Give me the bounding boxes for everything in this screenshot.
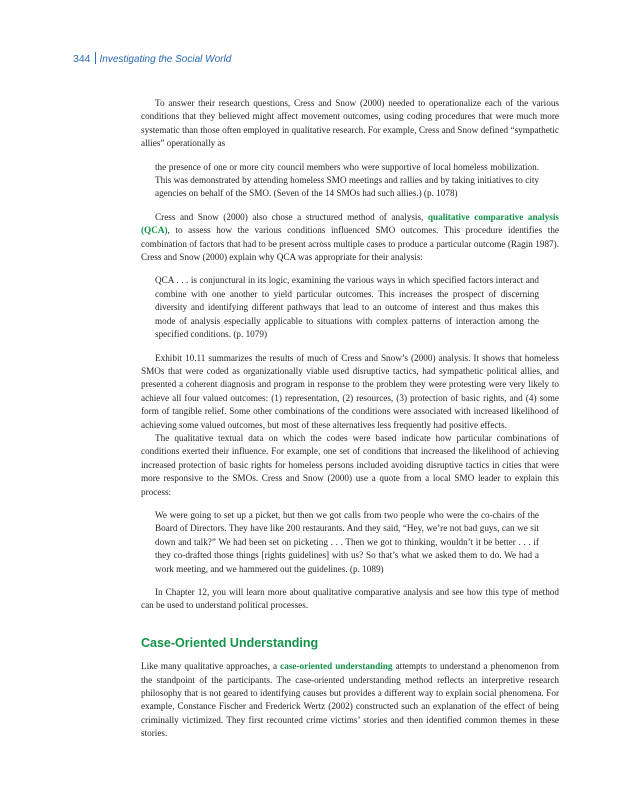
block-quote-smo-leader: We were going to set up a picket, but then we got calls from two people who were the co-chairs of the Board of Directors. They have like 200 restaurants. And they said, “Hey, we’re not bad guys, can we sit down and talk?” We had been set on picketing . . . Then we got to thinking, wouldn’t it be better . . . if they co-drafted those things [rights guidelines] with us? So that’s what we asked them to do. We had a work meeting, and we hammered out the guidelines. (p. 1089) (155, 509, 539, 574)
paragraph-textual-data: The qualitative textual data on which the codes were based indicate how particular combinations of conditions exerted their influence. For example, one set of conditions that increased the likelihood of achieving increased protection of basic rights for homeless persons included avoiding disruptive tactics in cities that were more responsive to the SMOs. Cress and Snow (2000) use a quote from a local SMO leader to explain this process: (141, 432, 559, 497)
key-term-case-oriented: case-oriented understanding (280, 661, 393, 672)
page-number: 344 (73, 53, 91, 65)
book-title: Investigating the Social World (99, 54, 232, 65)
header-divider (95, 52, 96, 64)
block-quote-allies: the presence of one or more city council members who were supportive of local homeless mobilization. This was demonstrated by attending homeless SMO meetings and rallies and by taking initiatives to city agencies on behalf of the SMO. (Seven of the 14 SMOs had such allies.) (p. 1078) (155, 161, 539, 199)
body-text (141, 97, 559, 741)
running-head (73, 52, 231, 65)
block-quote-qca: QCA . . . is conjunctural in its logic, examining the various ways in which specified factors interact and combine with one another to yield particular outcomes. This increases the prospect of discerning diversity and identifying different pathways that lead to an outcome of interest and thus makes this mode of analysis especially applicable to situations with complex patterns of interaction among the specified conditions. (p. 1079) (155, 275, 539, 340)
paragraph-exhibit-summary: Exhibit 10.11 summarizes the results of much of Cress and Snow’s (2000) analysis. It shows that homeless SMOs that were coded as organizationally viable used disruptive tactics, had sympathetic political allies, and presented a coherent diagnosis and program in response to the problem they were protesting were very likely to achieve all four valued outcomes: (1) representation, (2) resources, (3) protection of basic rights, and (4) some form of tangible relief. Some other combinations of the conditions were associated with increased likelihood of achieving some valued outcomes, but most of these alternatives less frequently had positive effects. (141, 352, 559, 430)
paragraph-case-oriented: Like many qualitative approaches, a case-oriented understanding attempts to understand a phenomenon from the standpoint of the participants. The case-oriented understanding method reflects an interpretive research philosophy that is not geared to identifying causes but provides a different way to explain social phenomena. For example, Constance Fischer and Frederick Wertz (2002) constructed such an explanation of the effect of being criminally victimized. They first recounted crime victims’ stories and then identified common themes in these stories. (141, 661, 560, 739)
section-heading: Case-Oriented Understanding (141, 635, 319, 650)
key-term-qca: qualitative comparative analysis (QCA) (141, 211, 559, 236)
paragraph-operationalize: To answer their research questions, Cress and Snow (2000) needed to operationalize each of the various conditions that they believed might affect movement outcomes, using coding procedures that were much more systematic than those often employed in qualitative research. For example, Cress and Snow defined “sympathetic allies” operationally as (141, 98, 559, 149)
paragraph-qca: Cress and Snow (2000) also chose a structured method of analysis, qualitative comparative analysis (QCA), to assess how the various conditions influenced SMO outcomes. This procedure identifies the combination of factors that had to be present across multiple cases to produce a particular outcome (Ragin 1987). Cress and Snow (2000) explain why QCA was appropriate for their analysis: (141, 211, 559, 263)
paragraph-chapter-12: In Chapter 12, you will learn more about qualitative comparative analysis and see how this type of method can be used to understand political processes. (141, 587, 559, 611)
